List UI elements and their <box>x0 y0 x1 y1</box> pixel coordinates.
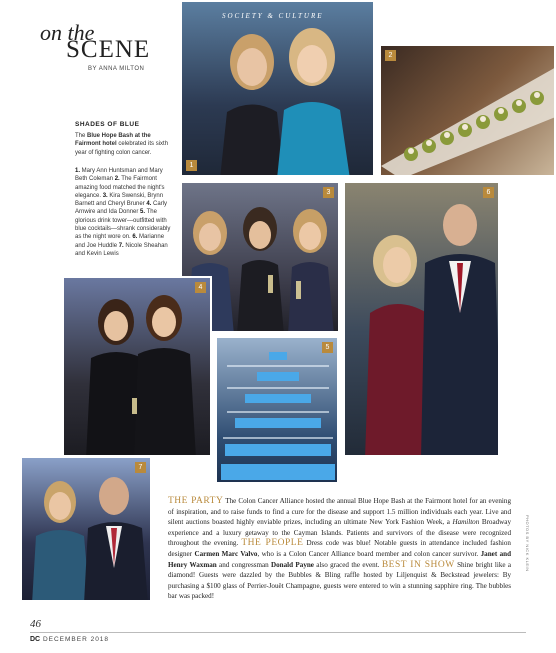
photo-credit: PHOTOS BY NICK KLEIN <box>525 515 530 572</box>
heading-best-in-show: BEST IN SHOW <box>381 559 455 570</box>
photo-7-figures <box>22 458 152 602</box>
photo-2-food <box>381 46 556 177</box>
photo-6-number: 6 <box>483 187 494 198</box>
title-on-the: on the <box>40 20 95 45</box>
page-number: 46 <box>30 618 41 630</box>
title-scene: SCENE <box>66 36 151 63</box>
photo-1-figures <box>182 2 375 177</box>
photo-4-number: 4 <box>195 282 206 293</box>
byline: BY ANNA MILTON <box>88 66 145 72</box>
photo-7 <box>20 456 152 602</box>
photo-2-number: 2 <box>385 50 396 61</box>
photo-4-figures <box>64 278 212 457</box>
photo-5-drink-tower <box>217 338 339 484</box>
footer-issue: DC DECEMBER 2018 <box>30 636 110 643</box>
photo-5-number: 5 <box>322 342 333 353</box>
section-label: SOCIETY & CULTURE <box>222 12 324 20</box>
photo-5 <box>215 336 339 484</box>
photo-6 <box>343 181 500 457</box>
article-body: THE PARTY The Colon Cancer Alliance hosted the annual Blue Hope Bash at the Fairmont hotel for an evening of inspiration, and to raise funds to find a cure for the disease and support 1.5 million individuals each year. Live and silent auctions boasted highly enviable prizes, including an ultimate New York Fashion Week, a Hamilton Broadway experience and a luxury getaway to the Cayman Islands. Patients and survivors of the disease were recognized throughout the evening. THE PEOPLE Dress code was blue! Notable guests in attendance included fashion designer Carmen Marc Valvo, who is a Colon Cancer Alliance board member and colon cancer survivor. Janet and Henry Waxman and congressman Donald Payne also graced the event. BEST IN SHOW Shine bright like a diamond! Guests were dazzled by the Bubbles & Bling raffle hosted by Liljenquist & Beckstead jewelers: By purchasing a $100 glass of Perrier-Jouët Champagne, guests were entered to win a stunning sapphire ring. The bubbles bar was packed! <box>168 496 512 601</box>
heading-the-people: THE PEOPLE <box>241 538 304 549</box>
photo-1 <box>180 0 375 177</box>
caption-intro: The Blue Hope Bash at the Fairmont hotel celebrated its sixth year of fighting colon cancer. <box>75 133 169 156</box>
photo-4 <box>62 276 212 457</box>
footer-rule <box>30 632 526 633</box>
photo-2 <box>379 44 556 177</box>
caption-list: 1. Mary Ann Huntsman and Mary Beth Coleman 2. The Fairmont amazing food matched the night's elegance. 3. Kira Swenski, Brynn Barnett and Cheryl Bruner 4. Carly Arnwire and Ida Donner 5. The glorious drink tower—outfitted with blue cocktails—shrank considerably as the night wore on. 6. Marianne and Joe Huddle 7. Nicole Sheahan and Kevin Lewis <box>75 168 171 257</box>
caption-heading: SHADES OF BLUE <box>75 121 140 128</box>
heading-the-party: THE PARTY <box>168 496 224 506</box>
photo-7-number: 7 <box>135 462 146 473</box>
photo-3-number: 3 <box>323 187 334 198</box>
photo-6-figures <box>345 183 500 457</box>
photo-1-number: 1 <box>186 160 197 171</box>
